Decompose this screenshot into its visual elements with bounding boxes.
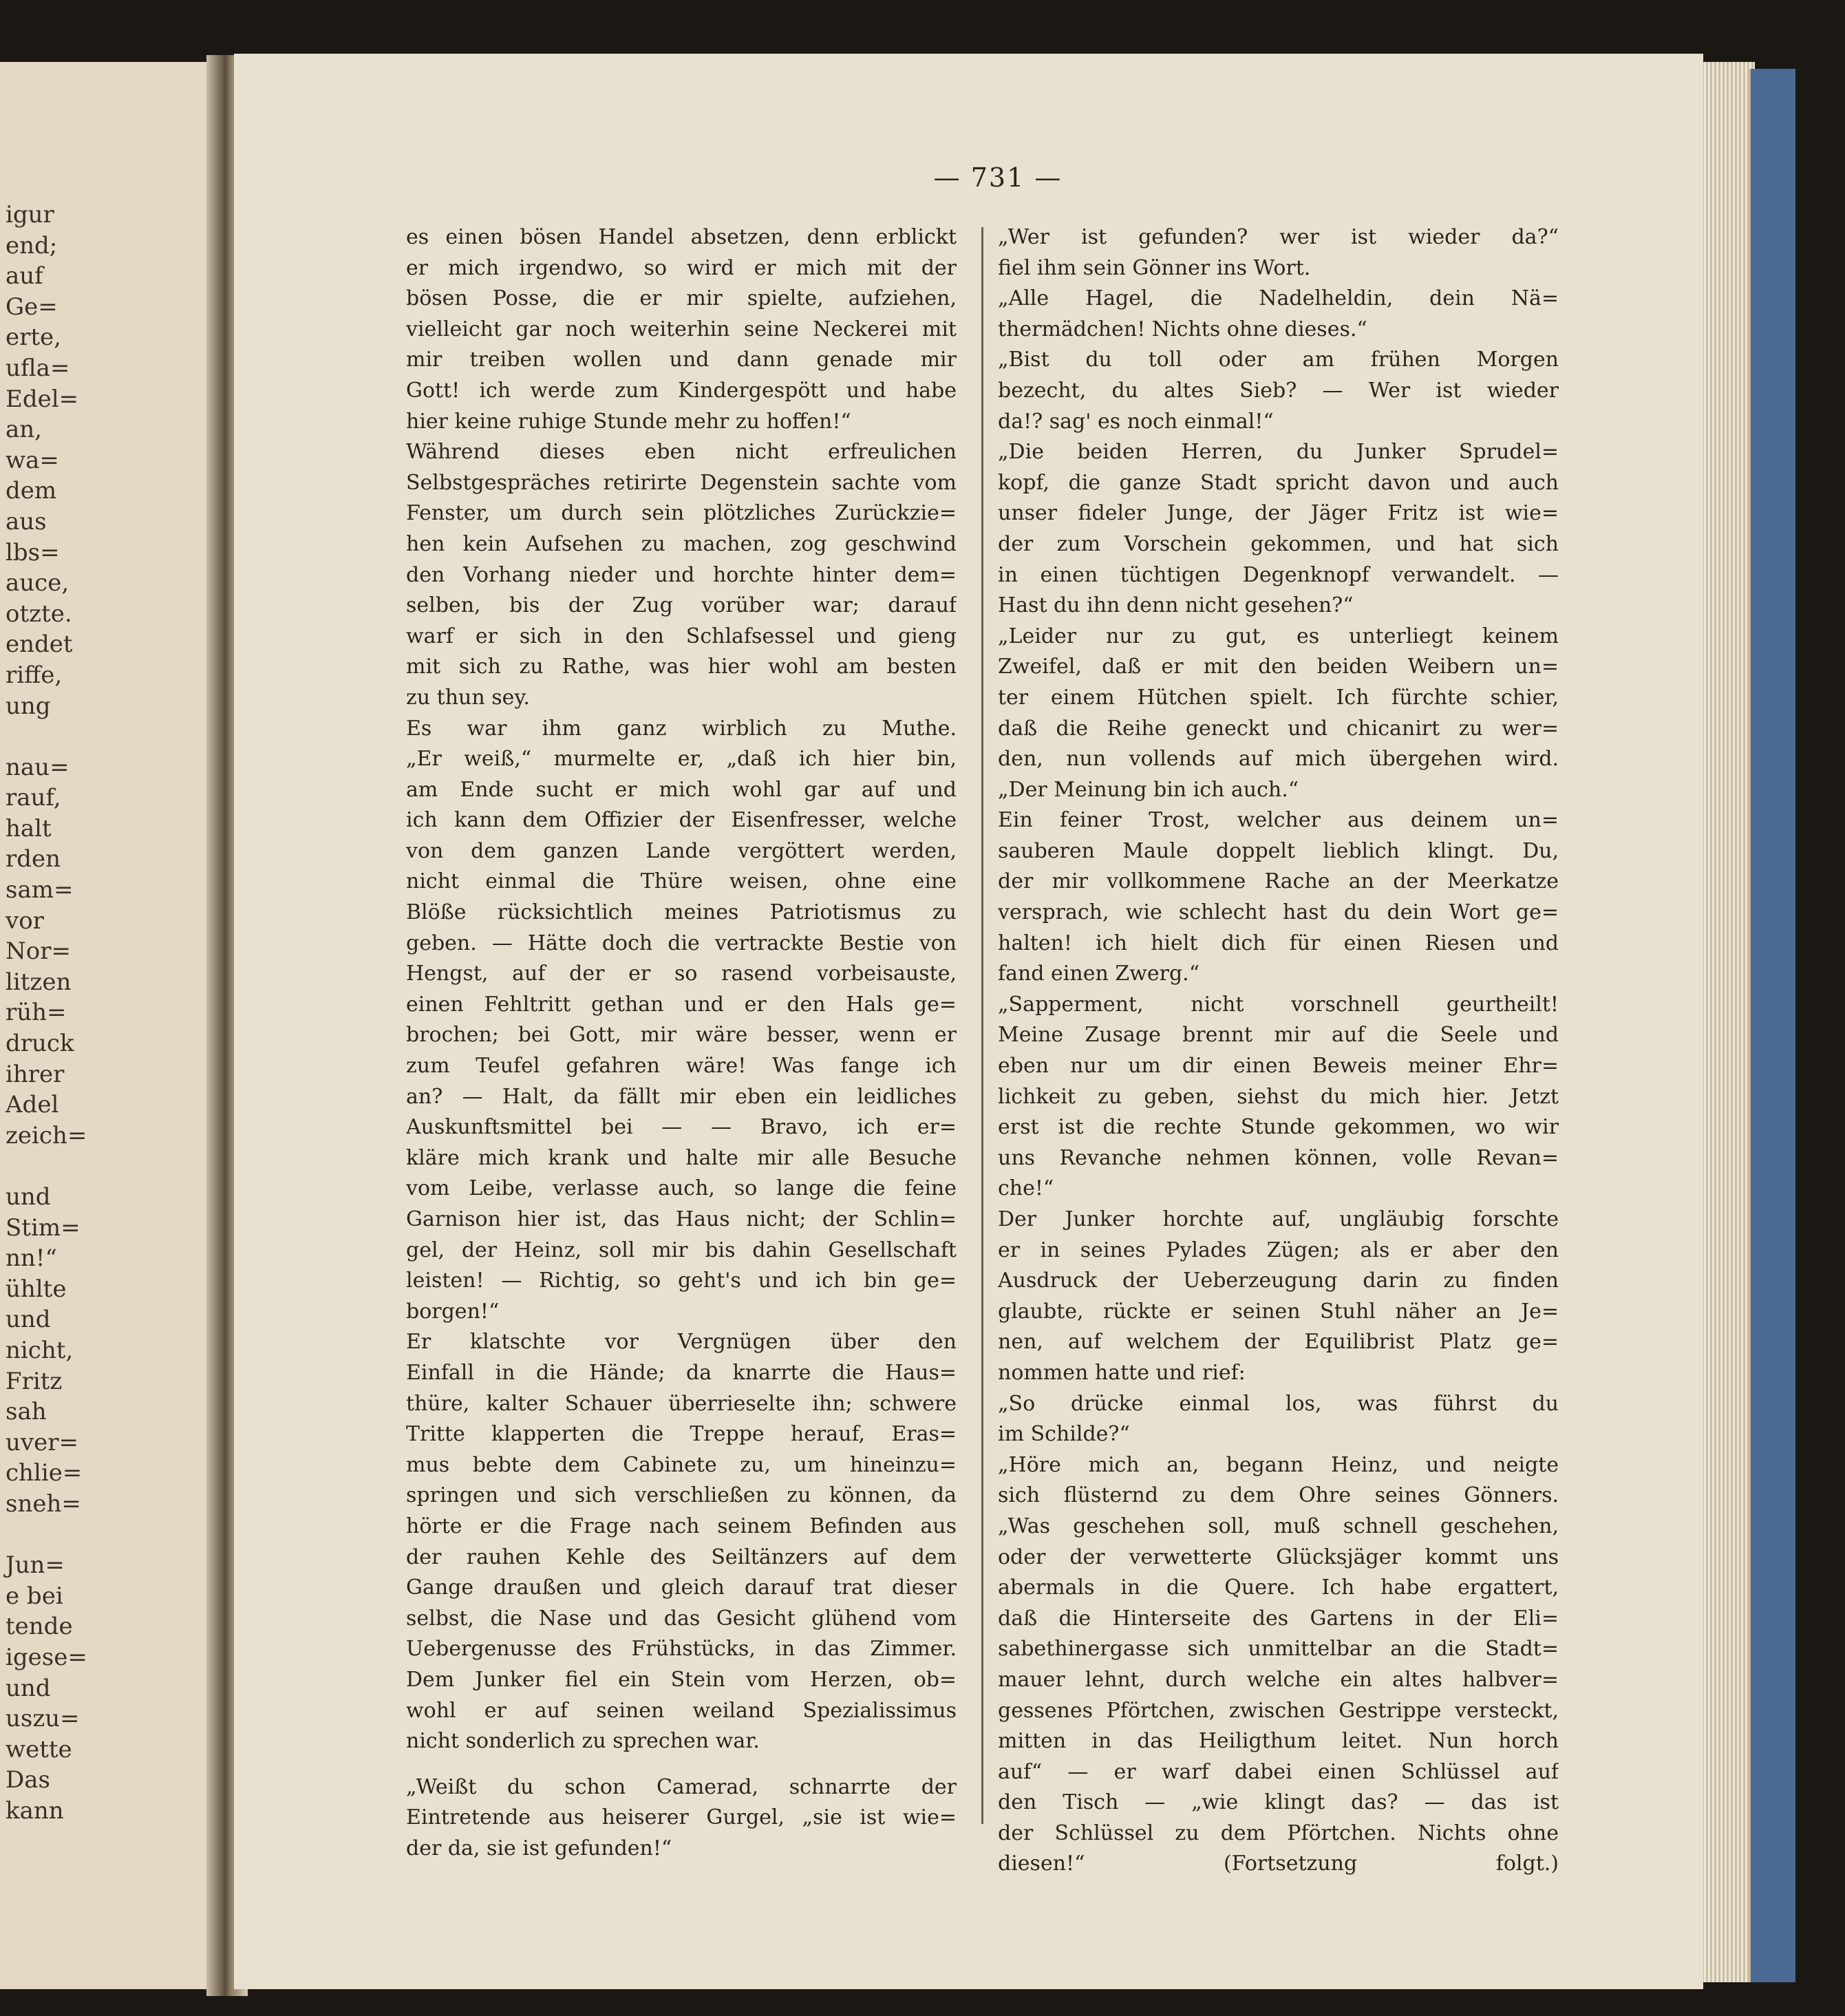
text-line: mit sich zu Rathe, was hier wohl am besten — [406, 655, 957, 679]
left-page-fragment: sam= — [6, 876, 74, 904]
text-line: kopf, die ganze Stadt spricht davon und auch — [998, 470, 1559, 495]
text-line: den, nun vollends auf mich übergehen wird. — [998, 747, 1559, 772]
text-line: halten! ich hielt dich für einen Riesen und — [998, 931, 1559, 955]
left-page-fragment — [6, 1151, 61, 1182]
left-page-fragment: igese= — [6, 1643, 87, 1671]
left-page — [0, 62, 226, 1989]
text-line: von dem ganzen Lande vergöttert werden, — [406, 838, 957, 863]
page-number: — 731 — — [933, 162, 1063, 193]
text-line: selbst, die Nase und das Gesicht glühend vom — [406, 1606, 957, 1631]
left-page-fragment: nicht, — [6, 1336, 74, 1364]
left-page-fragment: Jun= — [6, 1551, 65, 1580]
left-page-fragment: nn!“ — [6, 1244, 57, 1273]
text-line: Er klatschte vor Vergnügen über den — [406, 1330, 957, 1355]
left-page-fragment — [6, 1520, 61, 1551]
text-line: Gott! ich werde zum Kindergespött und habe — [406, 378, 957, 403]
left-page-fragment: ihrer — [6, 1060, 65, 1088]
text-line: Uebergenusse des Frühstücks, in das Zimmer. — [406, 1637, 957, 1662]
text-line: „Was geschehen soll, muß schnell geschehen, — [998, 1514, 1559, 1538]
text-line: Eintretende aus heiserer Gurgel, „sie ist wie= — [406, 1805, 957, 1830]
column-divider — [981, 227, 983, 1824]
text-line: gessenes Pförtchen, zwischen Gestrippe versteckt, — [998, 1698, 1559, 1723]
left-page-fragment: aus — [6, 507, 47, 535]
text-line: Der Junker horchte auf, ungläubig forschte — [998, 1207, 1559, 1231]
book-cover-edge — [1748, 69, 1795, 1982]
text-line: „Wer ist gefunden? wer ist wieder da?“ — [998, 225, 1559, 249]
left-page-fragment: wa= — [6, 446, 59, 474]
text-line: fand einen Zwerg.“ — [998, 962, 1200, 986]
text-line: nicht einmal die Thüre weisen, ohne eine — [406, 869, 957, 894]
text-line: geben. — Hätte doch die vertrackte Bestie von — [406, 931, 957, 955]
left-page-fragment: Edel= — [6, 385, 79, 413]
text-line: ter einem Hütchen spielt. Ich fürchte schier, — [998, 685, 1559, 710]
text-line: gel, der Heinz, soll mir bis dahin Gesellschaft — [406, 1238, 957, 1262]
left-page-fragment: Nor= — [6, 937, 71, 966]
left-page-fragment: end; — [6, 231, 58, 259]
text-line: unser fideler Junge, der Jäger Fritz ist wie= — [998, 501, 1559, 526]
left-page-fragment — [6, 721, 61, 752]
text-line: brochen; bei Gott, mir wäre besser, wenn er — [406, 1023, 957, 1048]
left-page-fragment: nau= — [6, 753, 70, 781]
text-line: warf er sich in den Schlafsessel und gieng — [406, 624, 957, 648]
left-page-fragment: und — [6, 1306, 51, 1334]
left-page-fragment: riffe, — [6, 661, 63, 689]
text-line: vom Leibe, verlasse auch, so lange die feine — [406, 1176, 957, 1201]
text-line: im Schilde?“ — [998, 1422, 1130, 1447]
text-line: Auskunftsmittel bei — — Bravo, ich er= — [406, 1115, 957, 1140]
text-line: nommen hatte und rief: — [998, 1360, 1246, 1385]
left-page-fragment: otzte. — [6, 600, 72, 628]
text-line: nicht sonderlich zu sprechen war. — [406, 1729, 760, 1754]
text-line: „Sapperment, nicht vorschnell geurtheilt! — [998, 992, 1559, 1017]
left-page-fragment: sneh= — [6, 1489, 81, 1518]
left-page-fragment: litzen — [6, 968, 72, 996]
text-line: glaubte, rückte er seinen Stuhl näher an Je= — [998, 1299, 1559, 1324]
left-page-fragment: wette — [6, 1735, 72, 1763]
text-column-right — [998, 222, 1559, 1880]
left-page-fragment: endet — [6, 630, 73, 659]
text-line: hörte er die Frage nach seinem Befinden aus — [406, 1514, 957, 1538]
left-page-fragment: rden — [6, 845, 61, 873]
text-line: nen, auf welchem der Equilibrist Platz ge= — [998, 1330, 1559, 1355]
left-page-fragment: an, — [6, 416, 42, 444]
left-page-fragment: sah — [6, 1398, 47, 1426]
text-line: wohl er auf seinen weiland Spezialissimus — [406, 1698, 957, 1723]
text-line: der Schlüssel zu dem Pförtchen. Nichts ohne — [998, 1821, 1559, 1845]
text-line: am Ende sucht er mich wohl gar auf und — [406, 777, 957, 802]
text-line: „Der Meinung bin ich auch.“ — [998, 777, 1299, 802]
text-line: Es war ihm ganz wirblich zu Muthe. — [406, 716, 957, 741]
text-line: sich flüsternd zu dem Ohre seines Gönners. — [998, 1483, 1559, 1508]
text-line: mitten in das Heiligthum leitet. Nun horch — [998, 1729, 1559, 1754]
text-line: der rauhen Kehle des Seiltänzers auf dem — [406, 1545, 957, 1569]
left-page-fragment: halt — [6, 814, 52, 842]
left-page-fragment: dem — [6, 477, 57, 505]
text-line: „Alle Hagel, die Nadelheldin, dein Nä= — [998, 286, 1559, 311]
text-line: Gange draußen und gleich darauf trat dieser — [406, 1575, 957, 1600]
text-line: Blöße rücksichtlich meines Patriotismus zu — [406, 900, 957, 925]
text-line: leisten! — Richtig, so geht's und ich bin ge= — [406, 1269, 957, 1293]
text-line: Ein feiner Trost, welcher aus deinem un= — [998, 808, 1559, 833]
left-page-fragment: Fritz — [6, 1367, 63, 1395]
left-page-fragment: ufla= — [6, 354, 70, 382]
text-line: „Bist du toll oder am frühen Morgen — [998, 348, 1559, 372]
text-line: mauer lehnt, durch welche ein altes halbver= — [998, 1667, 1559, 1692]
text-line: es einen bösen Handel absetzen, denn erblickt — [406, 225, 957, 249]
left-page-fragment: igur — [6, 201, 54, 229]
text-line: den Vorhang nieder und horchte hinter dem= — [406, 562, 957, 587]
text-line: Hengst, auf der er so rasend vorbeisauste, — [406, 962, 957, 986]
text-line: hier keine ruhige Stunde mehr zu hoffen!“ — [406, 409, 851, 434]
text-line: Zweifel, daß er mit den beiden Weibern un= — [998, 655, 1559, 679]
text-line: daß die Reihe geneckt und chicanirt zu wer= — [998, 716, 1559, 741]
text-line: der zum Vorschein gekommen, und hat sich — [998, 531, 1559, 556]
left-page-fragment: druck — [6, 1030, 74, 1058]
text-line: Hast du ihn denn nicht gesehen?“ — [998, 593, 1354, 618]
text-line: Dem Junker fiel ein Stein vom Herzen, ob= — [406, 1667, 957, 1692]
text-line: bezecht, du altes Sieb? — Wer ist wieder — [998, 378, 1559, 403]
text-line: sabethinergasse sich unmittelbar an die Stadt= — [998, 1637, 1559, 1662]
text-line: bösen Posse, die er mir spielte, aufziehen, — [406, 286, 957, 311]
text-line: „Leider nur zu gut, es unterliegt keinem — [998, 624, 1559, 648]
left-page-fragment: und — [6, 1183, 51, 1211]
left-page-text-fragments — [6, 200, 87, 1826]
left-page-fragment: Stim= — [6, 1213, 81, 1242]
text-line: der da, sie ist gefunden!“ — [406, 1836, 672, 1860]
left-page-fragment: auce, — [6, 569, 70, 597]
left-page-fragment: e bei — [6, 1582, 63, 1610]
left-page-fragment: Adel — [6, 1091, 59, 1119]
left-page-fragment: und — [6, 1674, 51, 1702]
left-page-fragment: rauf, — [6, 784, 61, 812]
text-line: er in seines Pylades Zügen; als er aber den — [998, 1238, 1559, 1262]
text-line: thüre, kalter Schauer überrieselte ihn; schwere — [406, 1391, 957, 1416]
left-page-fragment: erte, — [6, 323, 61, 352]
left-page-fragment: ung — [6, 692, 51, 720]
text-line: selben, bis der Zug vorüber war; darauf — [406, 593, 957, 618]
text-line: oder der verwetterte Glücksjäger kommt uns — [998, 1545, 1559, 1569]
text-line: sauberen Maule doppelt lieblich klingt. Du, — [998, 838, 1559, 863]
text-line: zu thun sey. — [406, 685, 530, 710]
text-line: versprach, wie schlecht hast du dein Wort ge= — [998, 900, 1559, 925]
text-line: daß die Hinterseite des Gartens in der Eli= — [998, 1606, 1559, 1631]
text-line: eben nur um dir einen Beweis meiner Ehr= — [998, 1054, 1559, 1079]
text-line: Fenster, um durch sein plötzliches Zurückzie= — [406, 501, 957, 526]
text-line: „Höre mich an, begann Heinz, und neigte — [998, 1452, 1559, 1477]
text-line: diesen!“ (Fortsetzung folgt.) — [998, 1851, 1559, 1876]
text-line: einen Fehltritt gethan und er den Hals ge= — [406, 992, 957, 1017]
text-line: den Tisch — „wie klingt das? — das ist — [998, 1790, 1559, 1815]
text-line: ich kann dem Offizier der Eisenfresser, welche — [406, 808, 957, 833]
left-page-fragment: uszu= — [6, 1705, 80, 1733]
text-line: springen und sich verschließen zu können, da — [406, 1483, 957, 1508]
left-page-fragment: lbs= — [6, 538, 60, 566]
text-line: kläre mich krank und halte mir alle Besuche — [406, 1145, 957, 1170]
left-page-fragment: zeich= — [6, 1121, 87, 1149]
left-page-fragment: auf — [6, 262, 43, 290]
text-line: lichkeit zu geben, siehst du mich hier. Jetzt — [998, 1084, 1559, 1109]
paragraph-gap — [406, 1757, 957, 1772]
text-column-left — [406, 222, 957, 1864]
text-line: „Weißt du schon Camerad, schnarrte der — [406, 1774, 957, 1799]
text-line: er mich irgendwo, so wird er mich mit der — [406, 255, 957, 280]
left-page-fragment: chlie= — [6, 1459, 83, 1487]
text-line: mus bebte dem Cabinete zu, um hineinzu= — [406, 1452, 957, 1477]
text-line: zum Teufel gefahren wäre! Was fange ich — [406, 1054, 957, 1079]
text-line: mir treiben wollen und dann genade mir — [406, 348, 957, 372]
page-edges — [1700, 62, 1755, 1982]
text-line: Meine Zusage brennt mir auf die Seele und — [998, 1023, 1559, 1048]
text-line: erst ist die rechte Stunde gekommen, wo wir — [998, 1115, 1559, 1140]
text-line: in einen tüchtigen Degenknopf verwandelt. — — [998, 562, 1559, 587]
left-page-fragment: ühlte — [6, 1275, 67, 1303]
left-page-fragment: uver= — [6, 1428, 78, 1456]
text-line: vielleicht gar noch weiterhin seine Neckerei mit — [406, 317, 957, 341]
text-line: an? — Halt, da fällt mir eben ein leidliches — [406, 1084, 957, 1109]
text-line: borgen!“ — [406, 1299, 500, 1324]
text-line: Während dieses eben nicht erfreulichen — [406, 440, 957, 465]
text-line: „Er weiß,“ murmelte er, „daß ich hier bin, — [406, 747, 957, 772]
text-line: Einfall in die Hände; da knarrte die Haus= — [406, 1360, 957, 1385]
text-line: „So drücke einmal los, was führst du — [998, 1391, 1559, 1416]
text-line: „Die beiden Herren, du Junker Sprudel= — [998, 440, 1559, 465]
text-line: Ausdruck der Ueberzeugung darin zu finden — [998, 1269, 1559, 1293]
text-line: abermals in die Quere. Ich habe ergattert, — [998, 1575, 1559, 1600]
left-page-fragment: tende — [6, 1613, 73, 1641]
left-page-fragment: vor — [6, 906, 44, 935]
text-line: Tritte klapperten die Treppe herauf, Eras= — [406, 1422, 957, 1447]
left-page-fragment: kann — [6, 1796, 64, 1825]
left-page-fragment: Das — [6, 1766, 50, 1794]
text-line: der mir vollkommene Rache an der Meerkatze — [998, 869, 1559, 894]
text-line: thermädchen! Nichts ohne dieses.“ — [998, 317, 1367, 341]
text-line: che!“ — [998, 1176, 1054, 1201]
text-line: auf“ — er warf dabei einen Schlüssel auf — [998, 1759, 1559, 1784]
left-page-fragment: Ge= — [6, 293, 58, 321]
left-page-fragment: rüh= — [6, 999, 67, 1027]
text-line: Selbstgespräches retirirte Degenstein sachte vom — [406, 470, 957, 495]
text-line: uns Revanche nehmen können, volle Revan= — [998, 1145, 1559, 1170]
text-line: da!? sag' es noch einmal!“ — [998, 409, 1274, 434]
text-line: Garnison hier ist, das Haus nicht; der Schlin= — [406, 1207, 957, 1231]
text-line: fiel ihm sein Gönner ins Wort. — [998, 255, 1311, 280]
text-line: hen kein Aufsehen zu machen, zog geschwind — [406, 531, 957, 556]
